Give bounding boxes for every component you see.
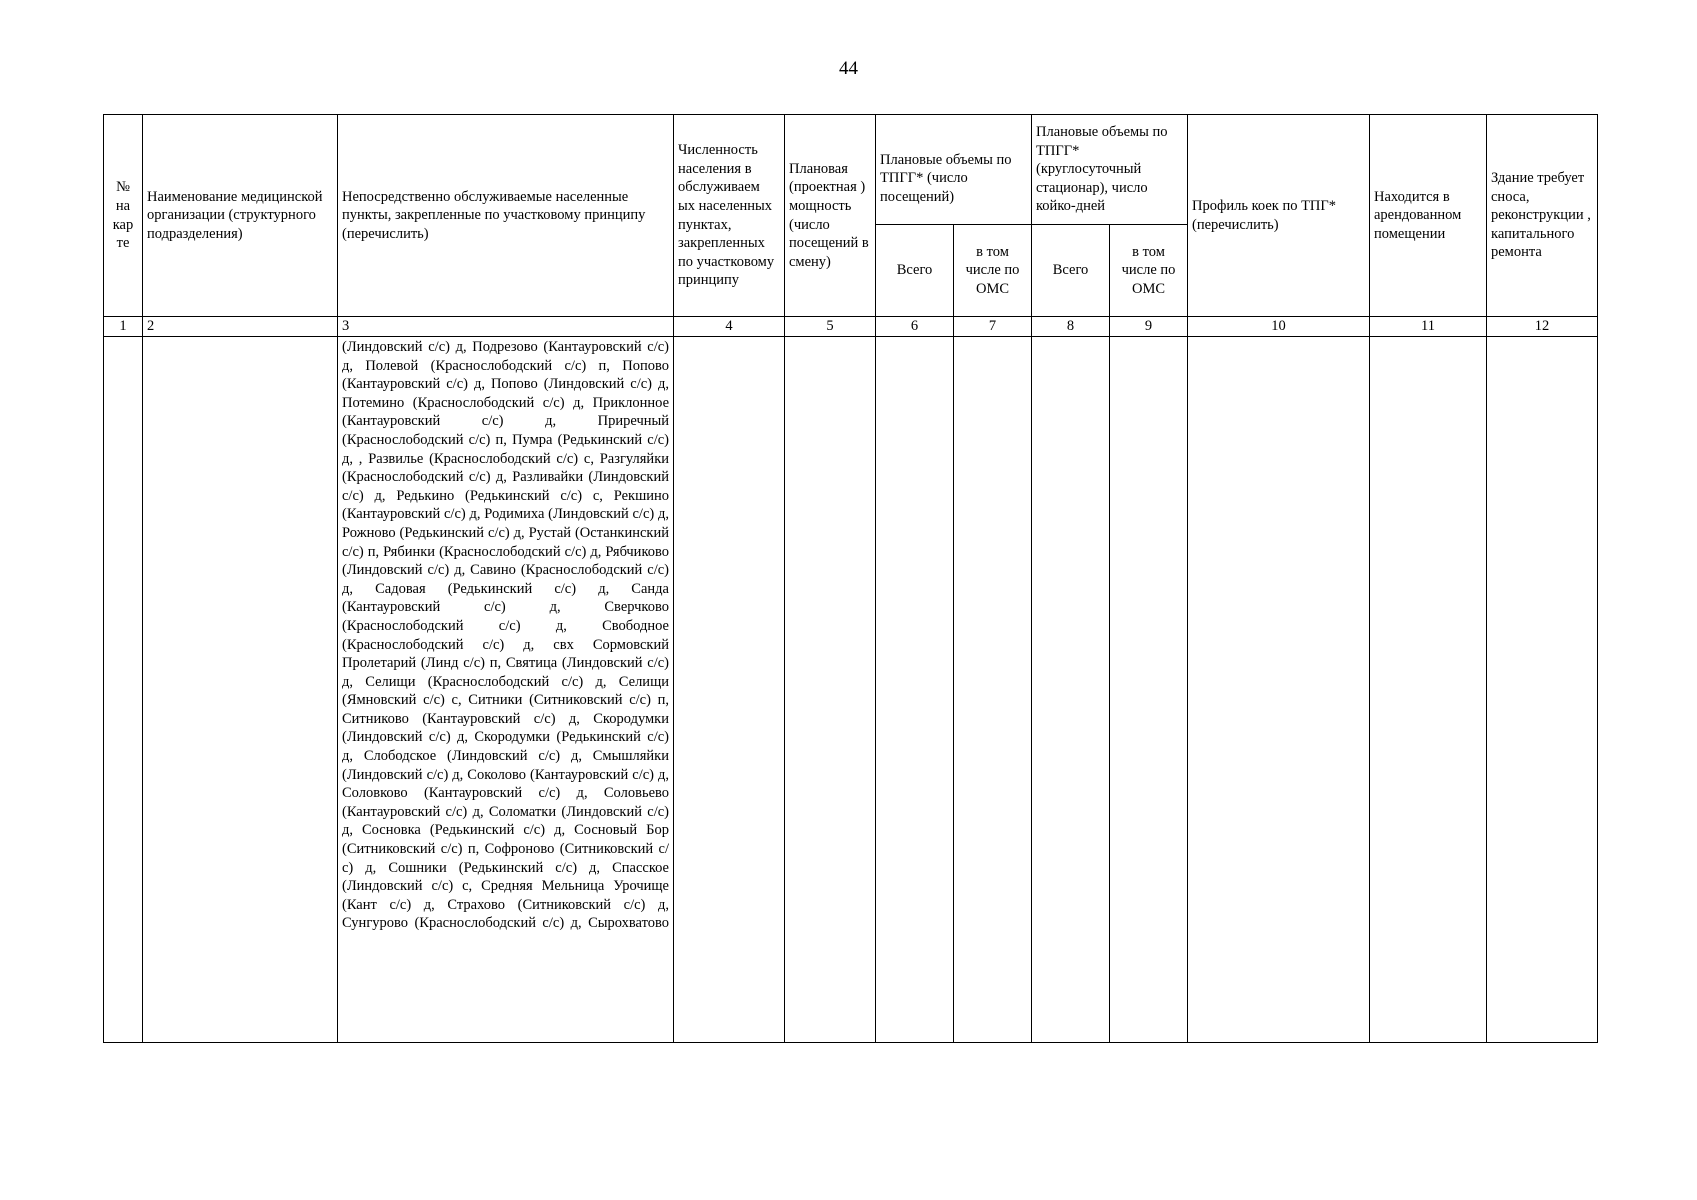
column-number: 4	[674, 317, 785, 337]
column-number: 9	[1110, 317, 1188, 337]
cell-building-state	[1487, 337, 1598, 1043]
header-settlements: Непосредственно обслуживаемые населенные пункты, закрепленные по участковому принципу (перечислить)	[338, 115, 674, 317]
cell-organization-name	[143, 337, 338, 1043]
column-number: 12	[1487, 317, 1598, 337]
header-building-state: Здание требует сноса, реконструкции , капитального ремонта	[1487, 115, 1598, 317]
column-number: 2	[143, 317, 338, 337]
cell-beds-total	[1032, 337, 1110, 1043]
table-row	[104, 337, 1598, 1043]
column-number: 6	[876, 317, 954, 337]
column-number: 7	[954, 317, 1032, 337]
column-number: 3	[338, 317, 674, 337]
header-bed-profile: Профиль коек по ТПГ* (перечислить)	[1188, 115, 1370, 317]
header-organization-name: Наименование медицинской организации (структурного подразделения)	[143, 115, 338, 317]
column-number: 11	[1370, 317, 1487, 337]
header-planned-bed-days: Плановые объемы по ТПГГ* (круглосуточный стационар), число койко-дней	[1032, 115, 1188, 225]
column-number: 5	[785, 317, 876, 337]
cell-beds-oms	[1110, 337, 1188, 1043]
settlements-list-text: (Линдовский с/с) д, Подрезово (Кантауровский с/с) д, Полевой (Краснослободский с/с) п, Попово (Кантауровский с/с) д, Попово (Линдовский с/с) д, Потемино (Краснослободский с/с) д, Приклонное (Кантауровский с/с) д, Приречный (Краснослободский с/с) п, Пумра (Редькинский с/с) д, , Развилье (Краснослободский с/с) с, Разгуляйки (Краснослободский с/с) д, Разливайки (Линдовский с/с) д, Редькино (Редькинский с/с) с, Рекшино (Кантауровский с/с) д, Родимиха (Линдовский с/с) д, Рожново (Редькинский с/с) д, Рустай (Останкинский с/с) п, Рябинки (Краснослободский с/с) д, Рябчиково (Линдовский с/с) д, Савино (Краснослободский с/с) д, Садовая (Редькинский с/с) д, Санда (Кантауровский с/с) д, Сверчково (Краснослободский с/с) д, Свободное (Краснослободский с/с) д, свх Сормовский Пролетарий (Линд с/с) п, Святица (Линдовский с/с) д, Селищи (Краснослободский с/с) д, Селищи (Ямновский с/с) с, Ситники (Ситниковский с/с) п, Ситниково (Кантауровский с/с) д, Скородумки (Линдовский с/с) д, Скородумки (Редькинский с/с) д, Слободское (Линдовский с/с) д, Смышляйки (Линдовский с/с) д, Соколово (Кантауровский с/с) д, Соловково (Кантауровский с/с) д, Соловьево (Кантауровский с/с) д, Соломатки (Линдовский с/с) д, Сосновка (Редькинский с/с) д, Сосновый Бор (Ситниковский с/с) п, Софроново (Ситниковский с/с) д, Сошники (Редькинский с/с) д, Спасское (Линдовский с/с) с, Средняя Мельница Урочище (Кант с/с) д, Страхово (Ситниковский с/с) д, Сунгурово (Краснослободский с/с) д, Сырохватово	[342, 339, 669, 932]
header-planned-visits: Плановые объемы по ТПГГ* (число посещений)	[876, 115, 1032, 225]
column-number: 8	[1032, 317, 1110, 337]
column-number: 10	[1188, 317, 1370, 337]
cell-population	[674, 337, 785, 1043]
header-map-number: № на кар те	[104, 115, 143, 317]
cell-visits-total	[876, 337, 954, 1043]
header-beds-oms: в том числе по ОМС	[1110, 225, 1188, 317]
document-table	[103, 114, 1598, 1043]
header-visits-oms: в том числе по ОМС	[954, 225, 1032, 317]
header-planned-capacity: Плановая (проектная ) мощность (число посещений в смену)	[785, 115, 876, 317]
header-beds-total: Всего	[1032, 225, 1110, 317]
column-number-row	[104, 317, 1598, 337]
cell-bed-profile	[1188, 337, 1370, 1043]
column-number: 1	[104, 317, 143, 337]
page-number: 44	[839, 58, 858, 79]
cell-planned-capacity	[785, 337, 876, 1043]
header-rented-premises: Находится в арендованном помещении	[1370, 115, 1487, 317]
cell-visits-oms	[954, 337, 1032, 1043]
header-visits-total: Всего	[876, 225, 954, 317]
header-row	[104, 115, 1598, 225]
cell-rented-premises	[1370, 337, 1487, 1043]
cell-settlements	[338, 337, 674, 1043]
cell-map-number	[104, 337, 143, 1043]
header-population: Численность населения в обслуживаем ых населенных пунктах, закрепленных по участковому принципу	[674, 115, 785, 317]
